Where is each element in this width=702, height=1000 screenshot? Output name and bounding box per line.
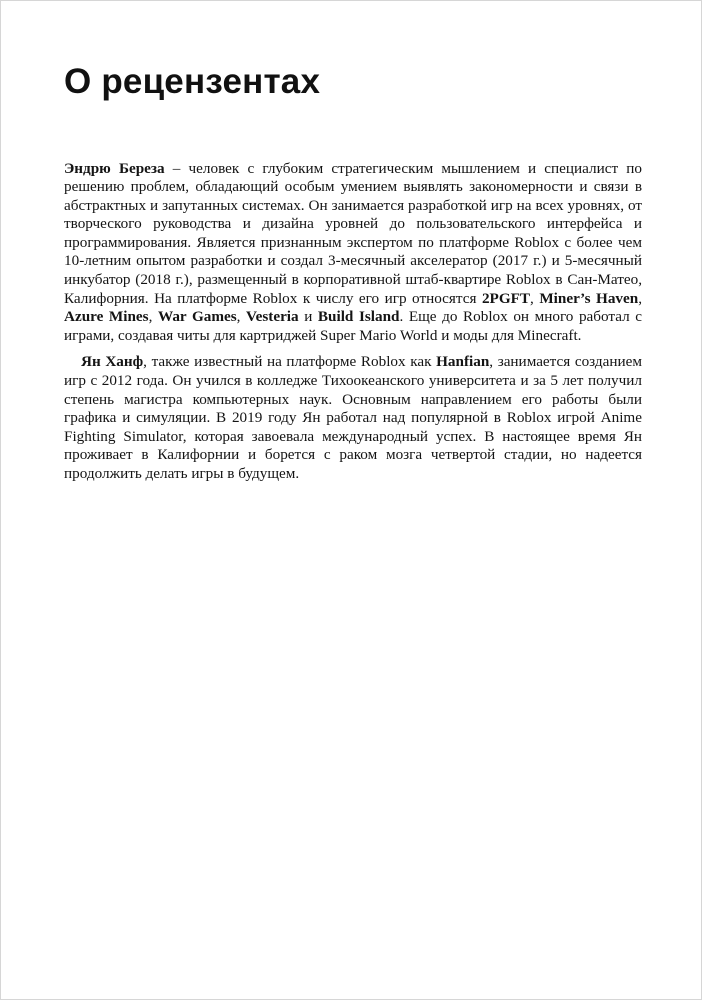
paragraph xyxy=(64,160,642,346)
bold-text: Эндрю Береза xyxy=(64,159,165,177)
paragraph xyxy=(64,353,642,483)
text-run: , xyxy=(148,308,158,326)
bold-text: Vesteria xyxy=(246,308,299,326)
bold-text: War Games xyxy=(157,308,237,326)
bold-text: Build Island xyxy=(317,308,400,326)
body-text xyxy=(64,160,642,484)
page-title: О рецензентах xyxy=(64,62,321,101)
text-run: , также известный на платформе Roblox как xyxy=(143,353,437,371)
bold-text: Azure Mines xyxy=(64,308,149,326)
text-run: . Еще до Roblox он много работал с играми, создавая читы для картриджей Super Mario World и моды для Minecraft. xyxy=(64,308,643,344)
bold-text: Miner’s Haven xyxy=(539,289,639,307)
bold-text: 2PGFT xyxy=(481,289,531,307)
text-run: и xyxy=(298,308,318,326)
text-run: – человек с глубоким стратегическим мышлением и специалист по решению проблем, обладающий особым умением выявлять закономерности и связи в абстрактных и запутанных системах. Он занимается разработкой игр на всех уровнях, от творческого руководства и дизайна уровней до пользовательского интерфейса и программирования. Является признанным экспертом по платформе Roblox с более чем 10-летним опытом разработки и создал 3-месячный акселератор (2017 г.) и 5-месячный инкубатор (2018 г.), размещенный в корпоративной штаб-квартире Roblox в Сан-Матео, Калифорния. На платформе Roblox к числу его игр относятся xyxy=(64,159,643,307)
bold-text: Hanfian xyxy=(436,353,490,371)
page-content xyxy=(64,63,642,492)
bold-text: Ян Ханф xyxy=(81,353,144,371)
text-run: , xyxy=(638,289,642,307)
text-run: , занимается созданием игр с 2012 года. Он учился в колледже Тихоокеанского университета и за 5 лет получил степень магистра компьютерных наук. Основным направлением его работы были графика и симуляции. В 2019 году Ян работал над популярной в Roblox игрой Anime Fighting Simulator, которая завоевала международный успех. В настоящее время Ян проживает в Калифорнии и борется с раком мозга четвертой стадии, но надеется продолжить делать игры в будущем. xyxy=(64,353,642,482)
text-run: , xyxy=(530,289,540,307)
text-run: , xyxy=(236,308,247,326)
